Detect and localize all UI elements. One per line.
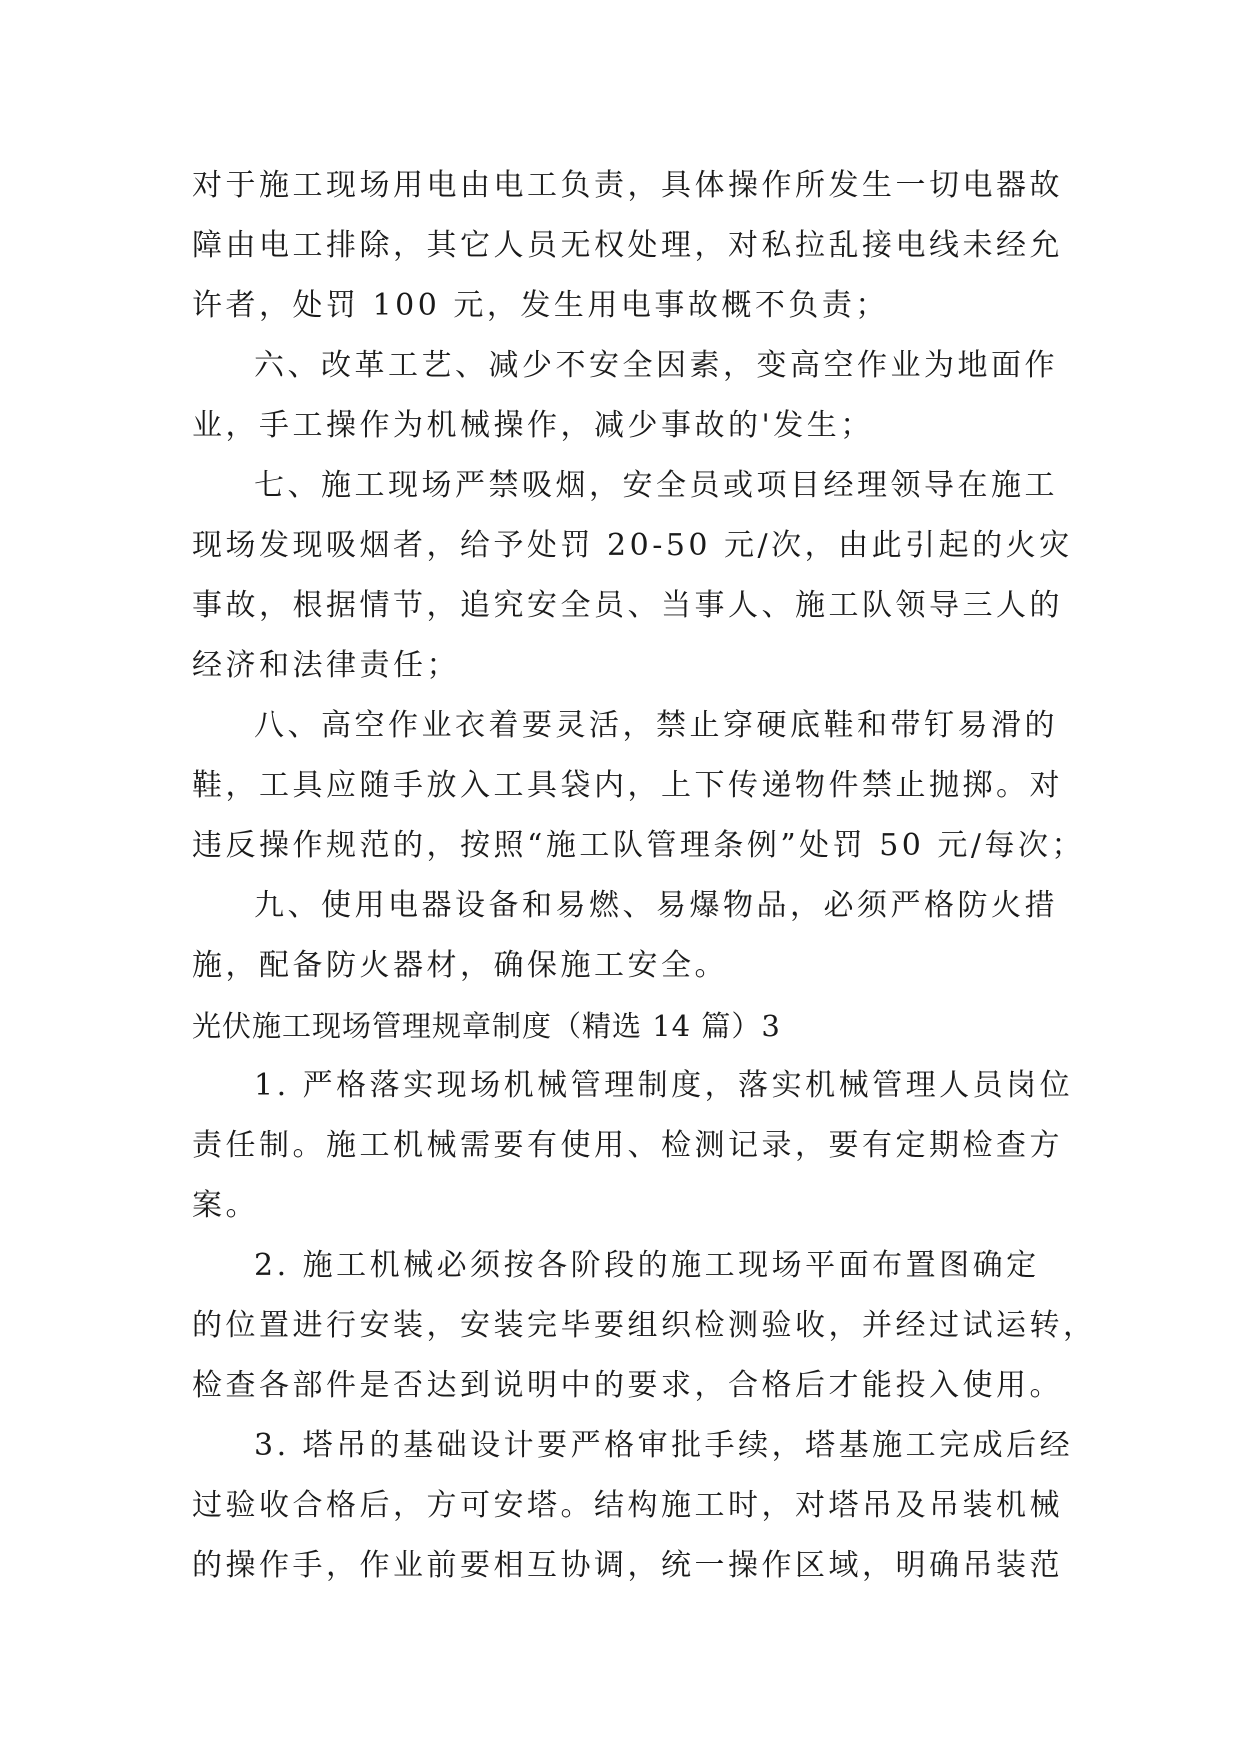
- text-line: 的操作手，作业前要相互协调，统一操作区域，明确吊装范: [192, 1548, 1063, 1583]
- section-heading: 光伏施工现场管理规章制度（精选 14 篇）3: [192, 1009, 781, 1043]
- text-line: 对于施工现场用电由电工负责，具体操作所发生一切电器故: [192, 168, 1063, 203]
- text-line: 鞋，工具应随手放入工具袋内，上下传递物件禁止抛掷。对: [192, 768, 1063, 803]
- text-line: 障由电工排除，其它人员无权处理，对私拉乱接电线未经允: [192, 228, 1063, 263]
- text-line: 业，手工操作为机械操作，减少事故的'发生；: [192, 408, 874, 443]
- text-line: 2. 施工机械必须按各阶段的施工现场平面布置图确定: [254, 1248, 1040, 1283]
- text-line: 3. 塔吊的基础设计要严格审批手续，塔基施工完成后经: [254, 1428, 1074, 1463]
- text-line: 检查各部件是否达到说明中的要求，合格后才能投入使用。: [192, 1368, 1063, 1403]
- text-line: 施，配备防火器材，确保施工安全。: [192, 948, 728, 983]
- text-line: 1. 严格落实现场机械管理制度，落实机械管理人员岗位: [254, 1068, 1074, 1103]
- text-line: 违反操作规范的，按照“施工队管理条例”处罚 50 元/每次；: [192, 828, 1086, 863]
- text-line: 的位置进行安装，安装完毕要组织检测验收，并经过试运转，: [192, 1308, 1097, 1343]
- text-line: 案。: [192, 1188, 259, 1223]
- text-line: 过验收合格后，方可安塔。结构施工时，对塔吊及吊装机械: [192, 1488, 1063, 1523]
- text-line: 九、使用电器设备和易燃、易爆物品，必须严格防火措: [254, 888, 1058, 923]
- text-line: 八、高空作业衣着要灵活，禁止穿硬底鞋和带钉易滑的: [254, 708, 1058, 743]
- document-page: [192, 156, 1097, 1596]
- text-line: 现场发现吸烟者，给予处罚 20-50 元/次，由此引起的火灾: [192, 528, 1073, 563]
- text-line: 事故，根据情节，追究安全员、当事人、施工队领导三人的: [192, 588, 1063, 623]
- text-line: 六、改革工艺、减少不安全因素，变高空作业为地面作: [254, 348, 1058, 383]
- text-line: 许者，处罚 100 元，发生用电事故概不负责；: [192, 288, 889, 323]
- text-line: 经济和法律责任；: [192, 648, 460, 683]
- text-line: 责任制。施工机械需要有使用、检测记录，要有定期检查方: [192, 1128, 1063, 1163]
- text-line: 七、施工现场严禁吸烟，安全员或项目经理领导在施工: [254, 468, 1058, 503]
